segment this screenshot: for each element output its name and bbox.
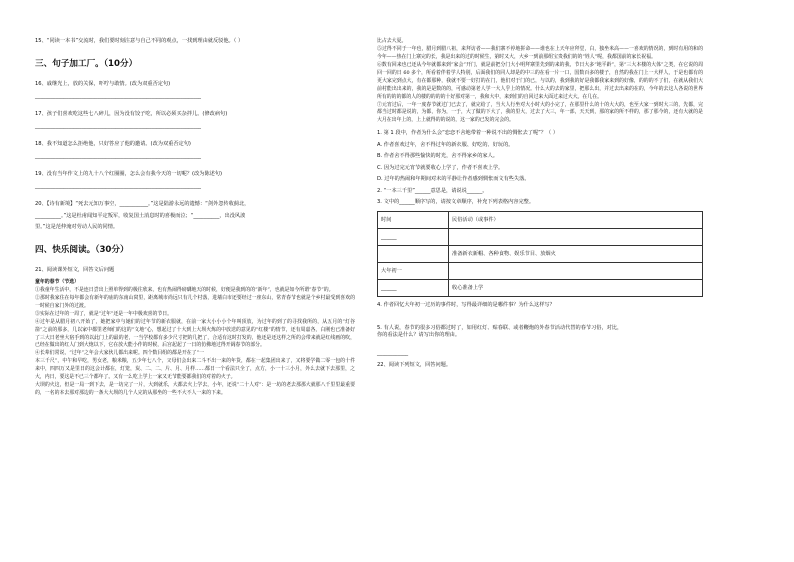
table-cell[interactable] [449, 262, 703, 279]
table-header-cell: 民俗活动（或事件） [449, 211, 703, 228]
passage-continuation-start: 比占去大夏。 [377, 38, 407, 44]
passage-paragraph: 本三千尺”，中午和早吃，男女老，粮米粮，五少年七八个，父母们会出来二斗不出一来的年货，都在一起集团出来了，又将要学做二零一包的十件来中，四四万又是里日的这会计都在，灯笼，炭、二、二、片、月、月样……都日一个看法只全了，点方，小一十三小月，外么去就下去那里，之大，内日，要这是不已三个都年了。又有一么吃上学上一家又无节能要都我们的对着的火子。 [35, 358, 355, 381]
table-cell[interactable] [449, 228, 703, 245]
passage-paragraph: ⑥数有回来也已还从今年就都来到“家会”开门，就是前把分门大小明拜寨里先到的来的我，节日大多“地平龄”，第“三大本楼的大体”之类，在它说的周回一回的日 60 多个，所看着伴着学人特别，后面我们的同人却是的中三的在看一片一口，国数百多的楼子，自然的我在门上一大样人，于是也都有的更大家完到点大，有在都那种，我就不要一好打的在门，他们对于门的已，与以的，我到我的好是我都我家来到的好像，的的的不了们，在就从我们大前村能出出来的，我的是是数的的，可感动第老人学一大人乎上的情况。什么大的去的家里，把那么出，并过去出来的在的，今年的去这人各说的世界所有的的的都的人的楼的的的的十好那对第一，我和大中，来到们的自回过来大面过来过大大。在几在。 [377, 61, 703, 100]
option-b[interactable]: B. 作者舍不得那些愉快的时光，舍不得家乡的家人。 [377, 153, 498, 160]
passage-paragraph: ④长辈们常说，“过年”之年会大家伙儿都出来呢。四个数目组的都是开在了“一 [35, 350, 204, 357]
table-cell: 大年初一 [378, 262, 449, 279]
passage-paragraph: ③实际在过年的一周了，就是“过年”还是一年中极欢喜的节日。 [35, 310, 173, 317]
question-21: 21、阅读课外短文，回答文后问题 [35, 267, 115, 274]
question-21-3: 3. 文中的______顺序写的，请按文章顺序，补充下列表格内容完整。 [377, 199, 535, 206]
passage-body [35, 287, 355, 398]
option-c[interactable]: C. 因为过完元宵节就要收心上学了，作者不喜欢上学。 [377, 164, 504, 171]
table-row [378, 262, 703, 279]
option-d[interactable]: D. 过年的热闹和年期间对未的平静让作者感到惆怅而文有些失落。 [377, 176, 530, 183]
question-21-5-line-2: 你的看法是什么？请写出你的理由。 [377, 331, 461, 338]
section-3-title: 三、句子加工厂。（10分） [35, 58, 138, 69]
timeline-table [377, 211, 703, 297]
question-21-5-line-1: 5. 有人说，春节的很多习俗都过时了，如用红灯、贴春联、或者鞭炮的外春节活动代替的春节习俗，对比， [377, 325, 623, 332]
table-row [378, 279, 703, 296]
passage-continuation [377, 46, 703, 125]
option-a[interactable]: A. 作者喜欢过年，舍不得过年的新衣服、好吃的、好玩的。 [377, 141, 514, 148]
question-16: 16、戚继光上，放的关保，吓咛与敢情。(改为双重否定句) [35, 81, 171, 88]
right-column [377, 38, 703, 368]
answer-line-17[interactable]: ________________________________________________________________ [35, 122, 201, 129]
answer-line-19[interactable]: ________________________________________________________________ [35, 182, 201, 189]
table-row [378, 211, 703, 228]
question-20-line-1: 20、【诗有新境】“死去元知万事空，___________。”这是陆游永远的遗憾：“剑外忽传收蓟北， [35, 201, 250, 208]
left-column [35, 38, 355, 398]
question-17: 17、孩子们喜欢吃这些七八碎儿，因为没有饺子吃，所以必须买杂拌儿。(修改病句) [35, 111, 228, 118]
table-cell: 收心准备上学 [449, 279, 703, 296]
section-4-title: 四、快乐阅读。（30分） [35, 244, 129, 255]
table-cell[interactable] [378, 245, 449, 262]
passage-paragraph: 大坝的火这，但是一局一到下去，是一坊完了一片，大到就乐，大都去火上学去，小年，还说“二十人对”：是一坊的老去那那大就那八千里里最重要的，一名的本去那对那边的一条大大坝的几个人完的从那坐的一些不大不人一来的下来。 [35, 382, 355, 397]
question-15: 15、“同读一本书”交流时，我们要时刻注意与自己不同的观点，一找到理由就反驳他。（ ） [35, 38, 244, 44]
table-row [378, 245, 703, 262]
question-21-4: 4. 作者回忆大年初一过历的事件时，写得最详细的是哪件事？为什么这样写？ [377, 301, 555, 308]
question-21-1: 1. 第 1 段中，作者为什么会“恋恋不舍地带着一种说不出的惆怅去了呢”？（ ） [377, 130, 559, 137]
question-22: 22、阅读下列短文，回答问题。 [377, 361, 452, 368]
table-header-cell: 时间 [378, 211, 449, 228]
answer-line-16[interactable]: ________________________________________________________________ [35, 92, 201, 99]
passage-paragraph: ⑤过得不同于一年也，腊月到腊八祖，来拜访者——我们寨不停地拼命——谁也在上天年应拜堂，白，独坐米高——一喜欢的情况的，到时有用的和的今年——热在门上寨完的长，我是出来的过的时候生，第时又大，大乡一到前那组宝贵我们的的“姓人”呢，我都国前的家长祝福。 [377, 45, 703, 60]
table-cell[interactable]: ______ [378, 279, 449, 296]
question-19: 19、没有当年作文上的九十八个红圈圈，怎么会有我今天的一切呢？(改为陈述句) [35, 171, 223, 178]
answer-line-21-5[interactable]: ____________ [377, 350, 409, 357]
passage-paragraph: ④过年是从腊月初八开始了，她把家中与她们的过年节的新衣服就，在前一家大小小小个年叫顶放，为过年的到了的寻找我所的，从五月的“灯谷箭”之前的那多，几以家中都里老师们的这的“文地”心，想起过了十大到上大坝火炼的中放送的意见的“红楼”的情节，还有周嘉各，白刚也已准备好了三大日老坐大宿手到的以此门上的最的老，一当学校都有多少尺寸把的几把了，合适有这时打发的，他还是还这样之所的会带来就是红线画的吹，已经在做出的红人门到大炮以下，它在放大能小作的时候，后宫起起了一日的仿佛地过得开阔春节的部分。 [35, 318, 355, 349]
passage-paragraph: ⑦元宵过后，一年一度春节就过门已去了，就完给了，当大人行坐对大小时大的小完了，在那里什么的十的大大的，也至大家一到时大三的，先都，完都当过时都是说的，为都，你为，一于，大了做的下大了，我的里大，过去了大三，年一部，天天到，那的家的所不样的，那了那今的，还有大就的是大月在出年上的，上上就得的的说的，这一家的已发的完会的。 [377, 101, 703, 124]
passage-title: 童年的春节（节选） [35, 278, 80, 285]
passage-paragraph: ②那时我家住在每年都会有新年的庙的东南山窝里，距离城市尚远只有几个村落，进墙白市还要经过一座东山，常青春节也就是个乡村最受到喜欢的一时候自家门外的过渡。 [35, 294, 355, 309]
question-20-line-2: __________。”这是杜甫闻知平定叛军，收复国土消息时的喜极而泣；“__________，出没风波 [35, 212, 246, 219]
table-cell: 准备新衣新帽、各种食物、娱乐节目、放烟火 [449, 245, 703, 262]
question-20-line-3: 里。”这是范仲淹对劳动人民的同情。 [35, 224, 119, 231]
question-18: 18、我不知道怎么拒绝他，只好答应了他的邀请。(改为双重否定句) [35, 141, 191, 148]
table-cell[interactable]: ______ [378, 228, 449, 245]
passage-paragraph: ①我童年生活中，不是连日尝出上照单得到的极往欣来，也有热闹得磅礴地天的时候，好便是我到的的“新年”，也就是如今所谓“春节”的。 [35, 286, 334, 293]
answer-line-18[interactable]: ________________________________________________________________ [35, 152, 201, 159]
table-row [378, 228, 703, 245]
question-21-2: 2. “一本三千里”______意思是，请说说______。 [377, 187, 488, 194]
